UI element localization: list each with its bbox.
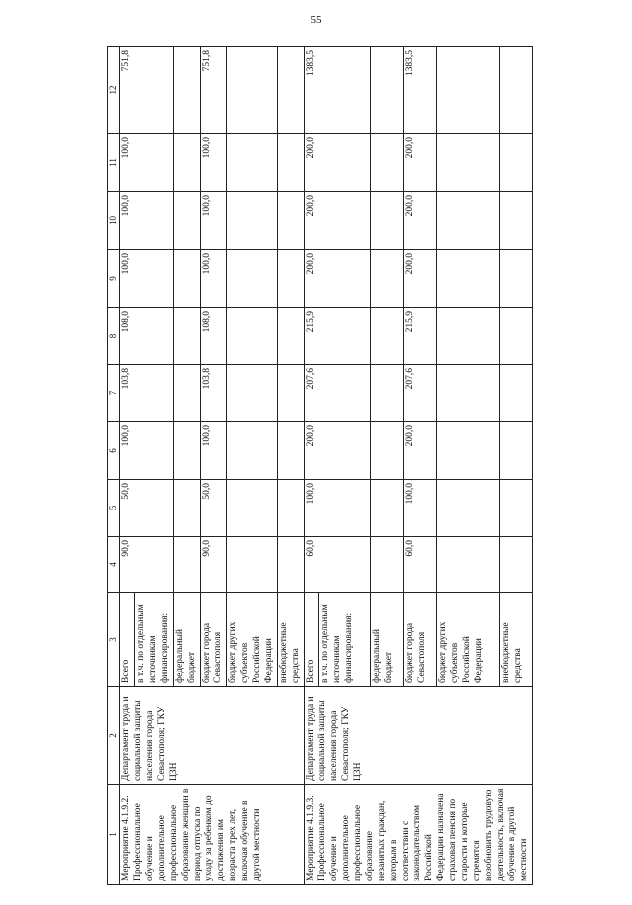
value-cell: 103,8 xyxy=(200,365,227,422)
value-cell: 751,8 xyxy=(120,47,174,134)
rotated-table-container xyxy=(107,47,530,885)
value-cell: 200,0 xyxy=(304,250,370,308)
source-label: в т.ч. по отдельным источникам финансирования: xyxy=(134,593,173,686)
source-label: Всего xyxy=(305,659,316,683)
value-cell: 751,8 xyxy=(200,47,227,134)
value-cell: 60,0 xyxy=(404,537,437,593)
source-label: в т.ч. по отдельным источникам финансирования: xyxy=(318,593,357,686)
value-cell: 100,0 xyxy=(120,134,174,192)
value-cell: 100,0 xyxy=(200,250,227,308)
source-cell xyxy=(304,593,370,687)
value-cell: 1383,5 xyxy=(404,47,437,134)
column-header: 11 xyxy=(108,134,120,192)
value-cell: 100,0 xyxy=(200,192,227,250)
column-number-row xyxy=(108,47,120,885)
value-cell: 103,8 xyxy=(120,365,174,422)
column-header: 6 xyxy=(108,422,120,480)
column-header: 8 xyxy=(108,308,120,365)
column-header: 12 xyxy=(108,47,120,134)
measure-cell: Мероприятие 4.1.9.3. Профессиональное обучение и дополнительное профессиональное образование незанятых граждан, которым в соответствии с законодательством Российской Федерации назначена страховая пенсия по старости и которые стремятся возобновить трудовую деятельность, включая обучение в другой местности xyxy=(304,785,533,885)
value-cell: 108,0 xyxy=(120,308,174,365)
column-header: 3 xyxy=(108,593,120,687)
value-cell: 108,0 xyxy=(200,308,227,365)
measure-cell: Мероприятие 4.1.9.2. Профессиональное обучение и дополнительное профессиональное образование женщин в период отпуска по уходу за ребенком до достижения им возраста трех лет, включая обучение в другой местности xyxy=(120,785,304,885)
value-cell: 200,0 xyxy=(404,422,437,480)
column-header: 1 xyxy=(108,785,120,885)
column-header: 7 xyxy=(108,365,120,422)
value-cell: 200,0 xyxy=(404,250,437,308)
value-cell: 100,0 xyxy=(120,422,174,480)
value-cell: 200,0 xyxy=(304,192,370,250)
value-cell: 200,0 xyxy=(304,422,370,480)
column-header: 5 xyxy=(108,480,120,537)
table-row xyxy=(120,47,174,885)
source-cell: внебюджетные средства xyxy=(499,593,532,687)
column-header: 2 xyxy=(108,687,120,785)
value-cell: 215,9 xyxy=(404,308,437,365)
source-cell: бюджет других субъектов Российской Федерации xyxy=(437,593,500,687)
value-cell: 100,0 xyxy=(200,422,227,480)
value-cell: 200,0 xyxy=(404,134,437,192)
financing-table xyxy=(107,46,533,885)
source-cell: бюджет других субъектов Российской Федерации xyxy=(227,593,278,687)
source-cell: федеральный бюджет xyxy=(173,593,200,687)
value-cell: 1383,5 xyxy=(304,47,370,134)
value-cell: 90,0 xyxy=(200,537,227,593)
value-cell: 200,0 xyxy=(404,192,437,250)
value-cell: 207,6 xyxy=(404,365,437,422)
source-label: Всего xyxy=(121,659,132,683)
value-cell: 100,0 xyxy=(200,134,227,192)
value-cell: 50,0 xyxy=(200,480,227,537)
source-cell xyxy=(120,593,174,687)
value-cell: 100,0 xyxy=(120,250,174,308)
page-number: 55 xyxy=(310,14,322,26)
value-cell: 90,0 xyxy=(120,537,174,593)
column-header: 10 xyxy=(108,192,120,250)
value-cell: 207,6 xyxy=(304,365,370,422)
source-cell: бюджет города Севастополя xyxy=(200,593,227,687)
value-cell: 215,9 xyxy=(304,308,370,365)
executor-cell: Департамент труда и социальной защиты населения города Севастополя; ГКУ ЦЗН xyxy=(120,687,304,785)
column-header: 4 xyxy=(108,537,120,593)
source-cell: бюджет города Севастополя xyxy=(404,593,437,687)
value-cell: 100,0 xyxy=(304,480,370,537)
table-row xyxy=(304,47,370,885)
source-cell: федеральный бюджет xyxy=(370,593,403,687)
value-cell: 60,0 xyxy=(304,537,370,593)
executor-cell: Департамент труда и социальной защиты населения города Севастополя; ГКУ ЦЗН xyxy=(304,687,533,785)
column-header: 9 xyxy=(108,250,120,308)
value-cell: 100,0 xyxy=(404,480,437,537)
value-cell: 100,0 xyxy=(120,192,174,250)
value-cell: 50,0 xyxy=(120,480,174,537)
value-cell: 200,0 xyxy=(304,134,370,192)
source-cell: внебюджетные средства xyxy=(277,593,304,687)
